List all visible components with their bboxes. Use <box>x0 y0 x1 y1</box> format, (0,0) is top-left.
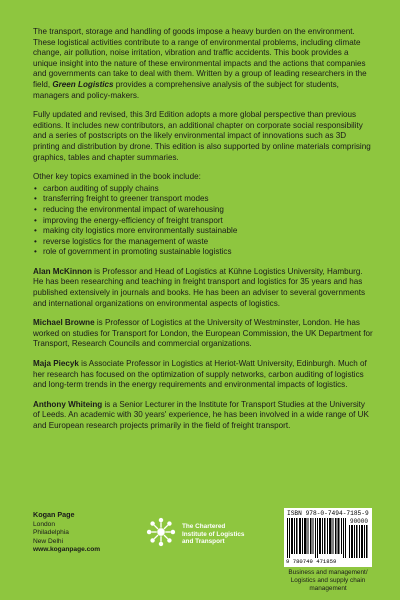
institute-name <box>182 523 245 546</box>
blurb <box>33 27 373 441</box>
author-name: Alan McKinnon <box>33 266 92 276</box>
barcode-panel <box>284 508 372 567</box>
institute-name-line: Institute of Logistics <box>182 530 245 538</box>
list-item: • reducing the environmental impact of warehousing <box>33 205 373 216</box>
category-line: management <box>309 585 347 592</box>
book-title: Green Logistics <box>52 79 114 89</box>
institute-name-line: and Transport <box>182 538 225 546</box>
author-name: Michael Browne <box>33 318 95 328</box>
author-bio <box>33 318 373 350</box>
category-line: Business and management/ <box>288 569 368 576</box>
publisher-url: www.koganpage.com <box>33 545 101 553</box>
blurb-paragraph-edition: Fully updated and revised, this 3rd Edition adopts a more global perspective than previous editions. It includes new contributors, an additional chapter on corporate social responsibility and a series of postscripts on the likely environmental impact of innovations such as 3D printing and distribution by drone. This edition is also supported by online materials comprising graphics, tables and chapter summaries. <box>33 110 371 162</box>
blurb-paragraph-intro <box>33 27 373 101</box>
category-label <box>284 569 372 593</box>
author-bio-text: is Associate Professor in Logistics at Heriot-Watt University, Edinburgh. Much of her research has focused on the optimization of supply networks, carbon auditing of logistics and long-term trends in the energy requirements and environmental impacts of logistics. <box>33 359 367 390</box>
institute-name-line: The Chartered <box>182 523 226 531</box>
publisher-name: Kogan Page <box>33 510 75 519</box>
cilt-logo-icon <box>144 515 178 554</box>
author-bio-text: is Professor and Head of Logistics at Kühne Logistics University, Hamburg. He has been researching and teaching in freight transport and logistics for 35 years and has published extensively in journals and books. He has been an adviser to several governments and international organizations on environmental aspects of logistics. <box>33 266 366 308</box>
intro-tail: provides a comprehensive analysis of the subject for students, managers and policy-makers. <box>33 79 339 100</box>
publisher-city: London <box>33 521 56 529</box>
author-name: Anthony Whiteing <box>33 399 103 409</box>
category-line: Logistics and supply chain <box>290 577 366 584</box>
barcode-addon-image <box>349 525 369 558</box>
author-name: Maja Piecyk <box>33 359 79 369</box>
institute-logo <box>144 515 245 554</box>
intro-text: The transport, storage and handling of goods impose a heavy burden on the environment. These logistical activities contribute to a range of environmental problems, including climate change, air pollution, noise irritation, vibration and traffic accidents. This book provides a unique insight into the nature of these environmental impacts and the actions that companies and governments can take to deal with them. Written by a group of leading researchers in the field, <box>33 27 367 89</box>
list-item: • making city logistics more environmentally sustainable <box>33 226 373 237</box>
list-item: • improving the energy-efficiency of freight transport <box>33 216 373 227</box>
blurb-paragraph-topics-intro: Other key topics examined in the book include: <box>33 172 201 182</box>
list-item: • role of government in promoting sustainable logistics <box>33 247 373 258</box>
publisher-city: Philadelphia <box>33 529 69 537</box>
publisher-block <box>33 511 100 554</box>
publisher-city: New Delhi <box>33 537 64 545</box>
topics-list <box>33 184 373 258</box>
author-bio-text: is a Senior Lecturer in the Institute for Transport Studies at the University of Leeds. An academic with 30 years' experience, he has been involved in a wide range of UK and European research projects primarily in the field of freight transport. <box>33 399 369 430</box>
author-bio <box>33 400 373 432</box>
barcode-image <box>287 518 347 558</box>
list-item: • reverse logistics for the management of waste <box>33 237 373 248</box>
isbn-label: ISBN 978-0-7494-7185-9 <box>287 510 369 517</box>
barcode-addon-number: 90000 <box>349 518 368 525</box>
list-item: • carbon auditing of supply chains <box>33 184 373 195</box>
author-bio <box>33 267 373 309</box>
barcode-digits: 9 780749 471859 <box>286 558 337 565</box>
author-bio-text: is Professor of Logistics at the University of Westminster, London. He has worked on studies for Transport for London, the European Commission, the UK Department for Transport, Research Councils and commercial organizations. <box>33 318 373 349</box>
author-bio <box>33 359 373 391</box>
list-item: • transferring freight to greener transport modes <box>33 194 373 205</box>
